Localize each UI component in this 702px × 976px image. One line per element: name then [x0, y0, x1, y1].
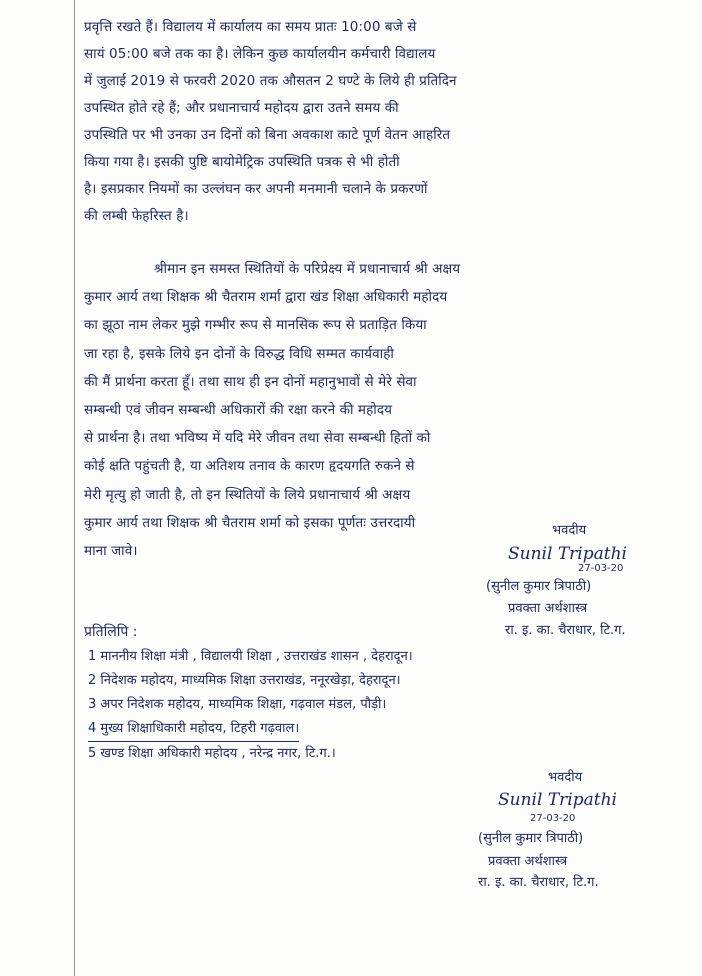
cc-item: 3 अपर निदेशक महोदय, माध्यमिक शिक्षा, गढ़वाल मंडल, पौड़ी।: [88, 697, 387, 712]
paragraph-1: [84, 14, 696, 230]
signatory-school: रा. इ. का. चैराधार, टि.ग.: [478, 875, 599, 890]
text-line: सायं 05:00 बजे तक का है। लेकिन कुछ कार्यालयीन कर्मचारी विद्यालय: [84, 46, 436, 62]
text-line: कोई क्षति पहुंचती है, या अतिशय तनाव के कारण हृदयगति रुकने से: [84, 458, 415, 475]
cc-item: 5 खण्ड शिक्षा अधिकारी महोदय , नरेन्द्र नगर, टि.ग.।: [88, 746, 336, 761]
text-line: कुमार आर्य तथा शिक्षक श्री चैतराम शर्मा को इसका पूर्णतः उत्तरदायी: [84, 514, 416, 531]
margin-line: [74, 0, 75, 976]
text-line: कुमार आर्य तथा शिक्षक श्री चैतराम शर्मा द्वारा खंड शिक्षा अधिकारी महोदय: [84, 289, 448, 306]
cc-item: 4 मुख्य शिक्षाधिकारी महोदय, टिहरी गढ़वाल।: [88, 717, 299, 742]
text-line: माना जावे।: [84, 542, 138, 559]
text-line: किया गया है। इसकी पुष्टि बायोमेट्रिक उपस्थिति पत्रक से भी होती: [84, 154, 400, 170]
text-line: का झूठा नाम लेकर मुझे गम्भीर रूप से मानसिक रूप से प्रताड़ित किया: [84, 317, 427, 334]
signatory-designation: प्रवक्ता अर्थशास्त्र: [508, 601, 588, 616]
signature-date: 27-03-20: [530, 813, 576, 824]
text-line: से प्रार्थना है। तथा भविष्य में यदि मेरे जीवन तथा सेवा सम्बन्धी हितों को: [84, 430, 431, 447]
cc-item: 2 निदेशक महोदय, माध्यमिक शिक्षा उत्तराखंड, ननूरखेड़ा, देहरादून।: [88, 673, 401, 688]
paragraph-2: [84, 255, 696, 565]
signatory-school: रा. इ. का. चैराधार, टि.ग.: [505, 623, 626, 638]
text-line: है। इसप्रकार नियमों का उल्लंघन कर अपनी मनमानी चलाने के प्रकरणों: [84, 181, 428, 197]
cc-list: [88, 645, 413, 766]
signatory-designation: प्रवक्ता अर्थशास्त्र: [488, 854, 568, 869]
text-line: की मैं प्रार्थना करता हूँ। तथा साथ ही इन दोनों महानुभावों से मेरे सेवा: [84, 373, 417, 390]
signatory-name: (सुनील कुमार त्रिपाठी): [478, 831, 584, 846]
text-line: प्रवृत्ति रखते हैं। विद्यालय में कार्यालय का समय प्रातः 10:00 बजे से: [84, 19, 417, 35]
signature: Sunil Tripathi: [498, 790, 617, 810]
text-line: उपस्थित होते रहे हैं; और प्रधानाचार्य महोदय द्वारा उतने समय की: [84, 100, 399, 116]
cc-title: प्रतिलिपि :: [84, 624, 138, 640]
text-line: जा रहा है, इसके लिये इन दोनों के विरुद्ध विधि सम्मत कार्यवाही: [84, 345, 394, 362]
text-line: में जुलाई 2019 से फरवरी 2020 तक औसतन 2 घण्टे के लिये ही प्रतिदिन: [84, 73, 457, 89]
signature: Sunil Tripathi: [508, 544, 627, 564]
signatory-name: (सुनील कुमार त्रिपाठी): [486, 579, 592, 594]
text-line: मेरी मृत्यु हो जाती है, तो इन स्थितियों के लिये प्रधानाचार्य श्री अक्षय: [84, 486, 411, 503]
text-line: की लम्बी फेहरिस्त है।: [84, 208, 189, 224]
text-line: उपस्थिति पर भी उनका उन दिनों को बिना अवकाश काटे पूर्ण वेतन आहरित: [84, 127, 451, 143]
signature-date: 27-03-20: [578, 563, 624, 574]
text-line: सम्बन्धी एवं जीवन सम्बन्धी अधिकारों की रक्षा करने की महोदय: [84, 401, 393, 418]
closing-text: भवदीय: [552, 523, 587, 538]
text-line: श्रीमान इन समस्त स्थितियों के परिप्रेक्ष्य में प्रधानाचार्य श्री अक्षय: [154, 261, 461, 277]
closing-text: भवदीय: [548, 770, 583, 785]
cc-item: 1 माननीय शिक्षा मंत्री , विद्यालयी शिक्षा , उत्तराखंड शासन , देहरादून।: [88, 649, 413, 664]
